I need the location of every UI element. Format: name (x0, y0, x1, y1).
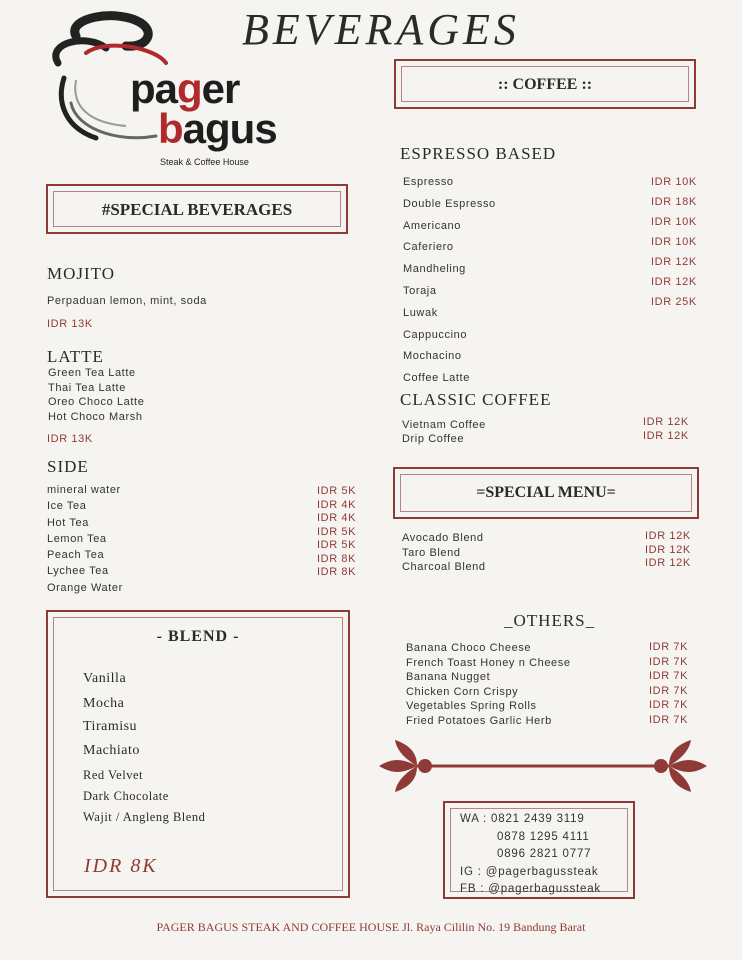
page-title: BEVERAGES (242, 5, 520, 54)
mojito-description: Perpaduan lemon, mint, soda (47, 295, 207, 307)
classic-coffee-prices (643, 415, 689, 443)
price-item: IDR 5K (317, 485, 357, 497)
others-heading: _OTHERS_ (504, 611, 596, 630)
price-item: IDR 12K (645, 543, 691, 556)
price-item: IDR 12K (651, 276, 697, 288)
list-item: Coffee Latte (403, 372, 470, 385)
list-item: Banana Choco Cheese (406, 642, 532, 654)
price-item: IDR 10K (651, 236, 697, 248)
price-item: IDR 5K (317, 539, 357, 551)
list-item: Americano (403, 219, 461, 232)
list-item: mineral water (47, 484, 121, 496)
blend-box (46, 610, 350, 898)
blend-item: Machiato (83, 743, 140, 758)
price-item: IDR 7K (649, 699, 689, 711)
price-item: IDR 12K (645, 530, 691, 542)
classic-coffee-list (402, 418, 486, 446)
list-item: Mandheling (403, 263, 466, 276)
mojito-heading: MOJITO (47, 264, 116, 283)
latte-price: IDR 13K (47, 433, 93, 445)
blend-item: Vanilla (83, 671, 127, 686)
price-item: IDR 7K (649, 655, 689, 668)
special-beverages-title: #SPECIAL BEVERAGES (101, 200, 293, 219)
price-item: IDR 18K (651, 196, 697, 208)
latte-heading: LATTE (47, 347, 104, 366)
price-item: IDR 12K (645, 557, 691, 569)
special-menu-prices (645, 530, 691, 571)
list-item: Taro Blend (402, 546, 461, 559)
classic-coffee-heading: CLASSIC COFFEE (400, 390, 552, 409)
list-item: Green Tea Latte (48, 367, 136, 379)
list-item: Fried Potatoes Garlic Herb (406, 714, 552, 727)
price-item: IDR 10K (651, 216, 697, 228)
list-item: Hot Tea (47, 516, 89, 529)
blend-item: Red Velvet (83, 768, 143, 782)
coffee-title: :: COFFEE :: (497, 76, 593, 93)
blend-item: Wajit / Angleng Blend (83, 810, 206, 824)
logo-tagline: Steak & Coffee House (160, 157, 249, 167)
price-item: IDR 7K (649, 713, 689, 726)
blend-price: IDR 8K (84, 855, 158, 877)
contact-box (443, 801, 635, 899)
blend-title: - BLEND - (156, 628, 240, 645)
list-item: Drip Coffee (402, 433, 465, 445)
list-item: Peach Tea (47, 549, 105, 562)
others-list (406, 641, 571, 728)
list-item: Cappuccino (403, 328, 468, 341)
contact-wa: WA : 0821 2439 3119 (460, 813, 585, 825)
contact-phone-2: 0878 1295 4111 (497, 830, 590, 843)
blend-item: Tiramisu (83, 719, 138, 734)
special-menu-header (393, 467, 699, 519)
list-item: Vegetables Spring Rolls (406, 700, 537, 712)
list-item: Lemon Tea (47, 532, 107, 545)
price-item: IDR 8K (317, 566, 357, 578)
contact-phone-3: 0896 2821 0777 (497, 848, 592, 860)
special-beverages-header (46, 184, 348, 234)
list-item: Lychee Tea (47, 565, 109, 578)
logo (46, 8, 276, 173)
price-item: IDR 10K (651, 176, 697, 188)
price-item: IDR 4K (317, 512, 357, 524)
list-item: Oreo Choco Latte (48, 396, 145, 408)
footer-address: PAGER BAGUS STEAK AND COFFEE HOUSE Jl. Raya Cililin No. 19 Bandung Barat (156, 920, 586, 934)
list-item: French Toast Honey n Cheese (406, 656, 571, 669)
espresso-heading: ESPRESSO BASED (400, 144, 557, 163)
list-item: Banana Nugget (406, 671, 491, 683)
blend-item: Mocha (83, 696, 125, 711)
contact-facebook: FB : @pagerbagussteak (460, 883, 601, 895)
list-item: Double Espresso (403, 197, 496, 210)
side-heading: SIDE (47, 457, 89, 476)
price-item: IDR 7K (649, 641, 689, 653)
price-item: IDR 7K (649, 684, 689, 697)
list-item: Charcoal Blend (402, 561, 486, 573)
list-item: Avocado Blend (402, 532, 484, 544)
contact-instagram: IG : @pagerbagussteak (460, 865, 599, 878)
side-prices (317, 485, 356, 580)
mojito-price: IDR 13K (47, 318, 93, 330)
list-item: Espresso (403, 176, 454, 188)
espresso-prices (651, 172, 697, 312)
list-item: Orange Water (47, 581, 123, 594)
latte-list (48, 366, 144, 424)
price-item: IDR 8K (317, 552, 357, 565)
list-item: Toraja (403, 284, 437, 297)
espresso-list (403, 172, 496, 390)
logo-word-bagus: bagus (158, 105, 277, 152)
list-item: Chicken Corn Crispy (406, 685, 519, 698)
list-item: Thai Tea Latte (48, 381, 126, 394)
price-item: IDR 7K (649, 670, 689, 682)
others-prices (649, 640, 688, 727)
list-item: Caferiero (403, 241, 454, 254)
list-item: Ice Tea (47, 500, 87, 513)
ornamental-divider-icon (377, 738, 709, 794)
special-menu-list (402, 531, 486, 575)
logo-word-pager: pager (130, 65, 240, 112)
list-item: Luwak (403, 306, 438, 319)
special-menu-title: =SPECIAL MENU= (476, 484, 616, 501)
price-item: IDR 12K (643, 416, 689, 428)
list-item: Vietnam Coffee (402, 419, 486, 431)
price-item: IDR 25K (651, 296, 697, 308)
price-item: IDR 12K (651, 256, 697, 268)
list-item: Mochacino (403, 350, 462, 363)
price-item: IDR 12K (643, 430, 689, 442)
list-item: Hot Choco Marsh (48, 410, 143, 423)
coffee-header (394, 59, 696, 109)
side-list (47, 482, 123, 596)
contact-list (460, 811, 601, 899)
price-item: IDR 5K (317, 525, 357, 538)
price-item: IDR 4K (317, 498, 357, 511)
blend-item: Dark Chocolate (83, 789, 169, 803)
